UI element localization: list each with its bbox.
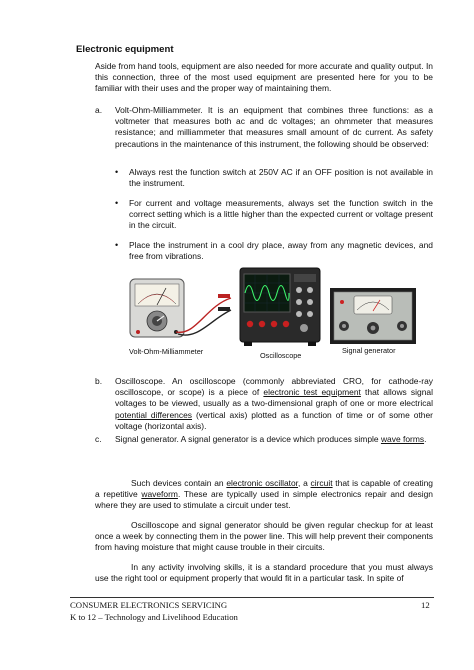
signal-generator-image — [330, 288, 416, 344]
signal-generator-caption: Signal generator — [342, 346, 396, 355]
procedure-paragraph: In any activity involving skills, it is a standard procedure that you must always use the right tool or equipment properly that would fit in a particular task. In spite of — [95, 562, 433, 584]
item-c-pre: Signal generator. A signal generator is a device which produces simple — [115, 434, 381, 444]
item-a-letter: a. — [95, 105, 103, 115]
bullet-icon: • — [115, 167, 119, 177]
footer-program: K to 12 – Technology and Livelihood Education — [70, 612, 238, 622]
checkup-paragraph: Oscilloscope and signal generator should be given regular checkup for at least once a week by connecting them in the power line. This will help prevent their components from having moisture that might cause trouble in their circuits. — [95, 520, 433, 553]
item-c-text — [115, 434, 433, 445]
section-heading: Electronic equipment — [76, 44, 174, 55]
oscillator-paragraph — [95, 478, 433, 512]
oscilloscope-image — [238, 266, 322, 348]
bullet-2: For current and voltage measurements, always set the function switch in the correct setting which is a little higher than the expected current or voltage present in the circuit. — [129, 198, 433, 231]
electronic-test-equipment-link[interactable]: electronic test equipment — [263, 387, 361, 398]
potential-differences-link[interactable]: potential differences — [115, 409, 193, 420]
wave-forms-link[interactable]: wave forms — [380, 434, 425, 444]
para1-t4: . These are typically used in simple electronics repair and design where they are used to stimulate a circuit under test. — [95, 489, 433, 511]
item-a-text: Volt-Ohm-Milliammeter. It is an equipment that combines three functions: as a voltmeter that measures both ac and dc voltages; an ohmmeter that measures resistance; and milliammeter that measures small amount of dc current. As safety precautions in the maintenance of this instrument, the following should be observed: — [115, 105, 433, 149]
bullet-3: Place the instrument in a cool dry place, away from any magnetic devices, and free from vibrations. — [129, 240, 433, 262]
item-b-post: (vertical axis) plotted as a function of time or of some other voltage (horizontal axis). — [115, 409, 433, 431]
item-b-pre: Oscilloscope. An oscilloscope (commonly abbreviated CRO, for cathode-ray oscilloscope, or scope) is a piece of — [115, 376, 433, 398]
para1-t3: that is capable of creating a repetitive — [95, 478, 433, 500]
page-number: 12 — [421, 600, 430, 610]
item-c-post: . — [424, 434, 427, 444]
para1-t2: , a — [298, 478, 311, 488]
bullet-icon: • — [115, 240, 119, 250]
item-c-letter: c. — [95, 434, 102, 444]
waveform-link[interactable]: waveform — [141, 489, 178, 500]
item-b-mid: that allows signal voltages to be viewed, usually as a two-dimensional graph of one or more electrical — [115, 387, 433, 409]
para1-t1: Such devices contain an — [131, 478, 227, 488]
footer-divider — [70, 597, 434, 598]
electronic-oscillator-link[interactable]: electronic oscillator — [226, 478, 299, 488]
bullet-icon: • — [115, 198, 119, 208]
item-b-letter: b. — [95, 376, 103, 386]
footer-course: CONSUMER ELECTRONICS SERVICING — [70, 600, 228, 610]
oscilloscope-caption: Oscilloscope — [260, 351, 302, 360]
volt-ohm-milliammeter-image — [126, 276, 234, 342]
bullet-1: Always rest the function switch at 250V AC if an OFF position is not available in the instrument. — [129, 167, 433, 189]
intro-paragraph: Aside from hand tools, equipment are also needed for more accurate and quality output. In this connection, three of the most used equipment are presented here for you to be familiar with their uses and the proper way of maintaining them. — [95, 61, 433, 94]
item-b-text — [115, 376, 433, 432]
vom-caption: Volt-Ohm-Milliammeter — [129, 347, 204, 356]
circuit-link[interactable]: circuit — [310, 478, 333, 488]
